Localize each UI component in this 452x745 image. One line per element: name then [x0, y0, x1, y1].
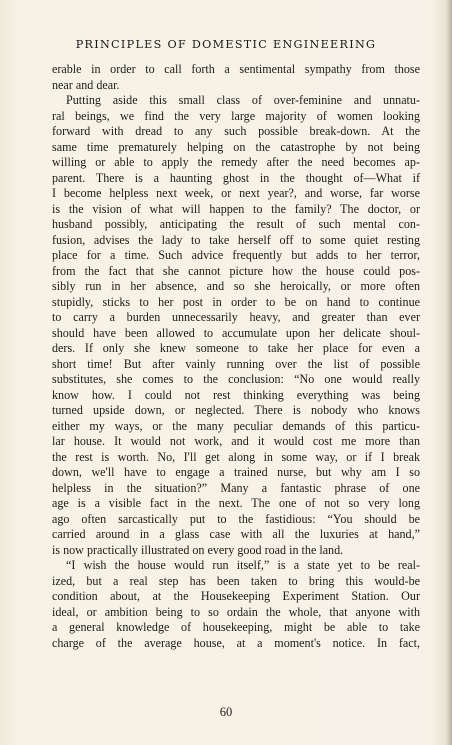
text-line: near and dear.: [52, 77, 120, 92]
text-line: either my ways, or the many peculiar demands of this particu-: [52, 418, 420, 433]
text-line: a general knowledge of housekeeping, might be able to take: [52, 620, 420, 634]
text-line: stupidly, sticks to her post in order to be on hand to continue: [52, 294, 420, 309]
text-line: substitutes, she comes to the conclusion: “No one would really: [52, 372, 420, 386]
text-line: age is a visible fact in the next. The one of not so very long: [52, 496, 420, 510]
text-line: condition about, at the Housekeeping Experiment Station. Our: [52, 589, 420, 603]
text-line: turned upside down, or neglected. There is nobody who knows: [52, 403, 420, 417]
text-line: place for a time. Such advice frequently but adds to her terror,: [52, 248, 420, 262]
text-line: Putting aside this small class of over-feminine and unnatu-: [66, 93, 420, 107]
text-line: from the fact that she cannot picture how the house could pos-: [52, 263, 420, 278]
text-line: short time! But after vainly running over the list of possible: [52, 356, 420, 371]
page-edge-shadow: [446, 0, 452, 745]
text-line: sibly run in her absence, and so she heroically, or more often: [52, 279, 420, 293]
text-line: forward with dread to any such possible break-down. At the: [52, 124, 420, 138]
text-line: “I wish the house would run itself,” is a state yet to be real-: [66, 558, 420, 572]
text-line: down, we'll have to engage a trained nurse, but why am I so: [52, 465, 420, 479]
page-number: 60: [219, 705, 233, 719]
text-line: helpless in the situation?” Many a fantastic phrase of one: [52, 480, 420, 495]
text-line: ized, but a real step has been taken to bring this would-be: [52, 573, 420, 588]
text-line: ral beings, we find the very large majority of women looking: [52, 108, 420, 123]
text-line: I become helpless next week, or next year?, and worse, far worse: [52, 186, 420, 200]
text-line: fusion, advises the lady to take herself off to some quiet resting: [52, 232, 420, 247]
text-line: parent. There is a haunting ghost in the thought of—What if: [52, 170, 420, 185]
text-line: willing or able to apply the remedy after the need becomes ap-: [52, 155, 420, 169]
text-line: ders. If only she knew someone to take her place for even a: [52, 341, 420, 355]
text-line: should have been allowed to accumulate upon her delicate shoul-: [52, 325, 420, 340]
text-line: the rest is worth. No, I'll get along in some way, or if I break: [52, 449, 420, 464]
running-head: PRINCIPLES OF DOMESTIC ENGINEERING: [75, 38, 377, 51]
text-line: same time prematurely helping on the catastrophe by not being: [52, 139, 420, 154]
text-line: husband possibly, anticipating the result of such mental con-: [52, 217, 420, 231]
text-line: erable in order to call forth a sentimental sympathy from those: [52, 62, 420, 76]
text-line: ago often sarcastically put to the fastidious: “You should be: [52, 511, 420, 526]
body-text: [52, 62, 420, 651]
text-line: charge of the average house, at a moment's notice. In fact,: [52, 635, 420, 650]
text-line: is the vision of what will happen to the family? The doctor, or: [52, 201, 420, 216]
text-line: carried around in a glass case with all the luxuries at hand,”: [52, 527, 420, 541]
text-line: know how. I could not rest thinking everything was being: [52, 387, 420, 402]
text-line: lar house. It would not work, and it would cost me more than: [52, 434, 420, 448]
text-line: is now practically illustrated on every good road in the land.: [52, 542, 344, 557]
text-line: ideal, or ambition being to so ordain the whole, that anyone with: [52, 604, 420, 619]
text-line: to carry a burden unnecessarily heavy, and greater than ever: [52, 310, 420, 324]
